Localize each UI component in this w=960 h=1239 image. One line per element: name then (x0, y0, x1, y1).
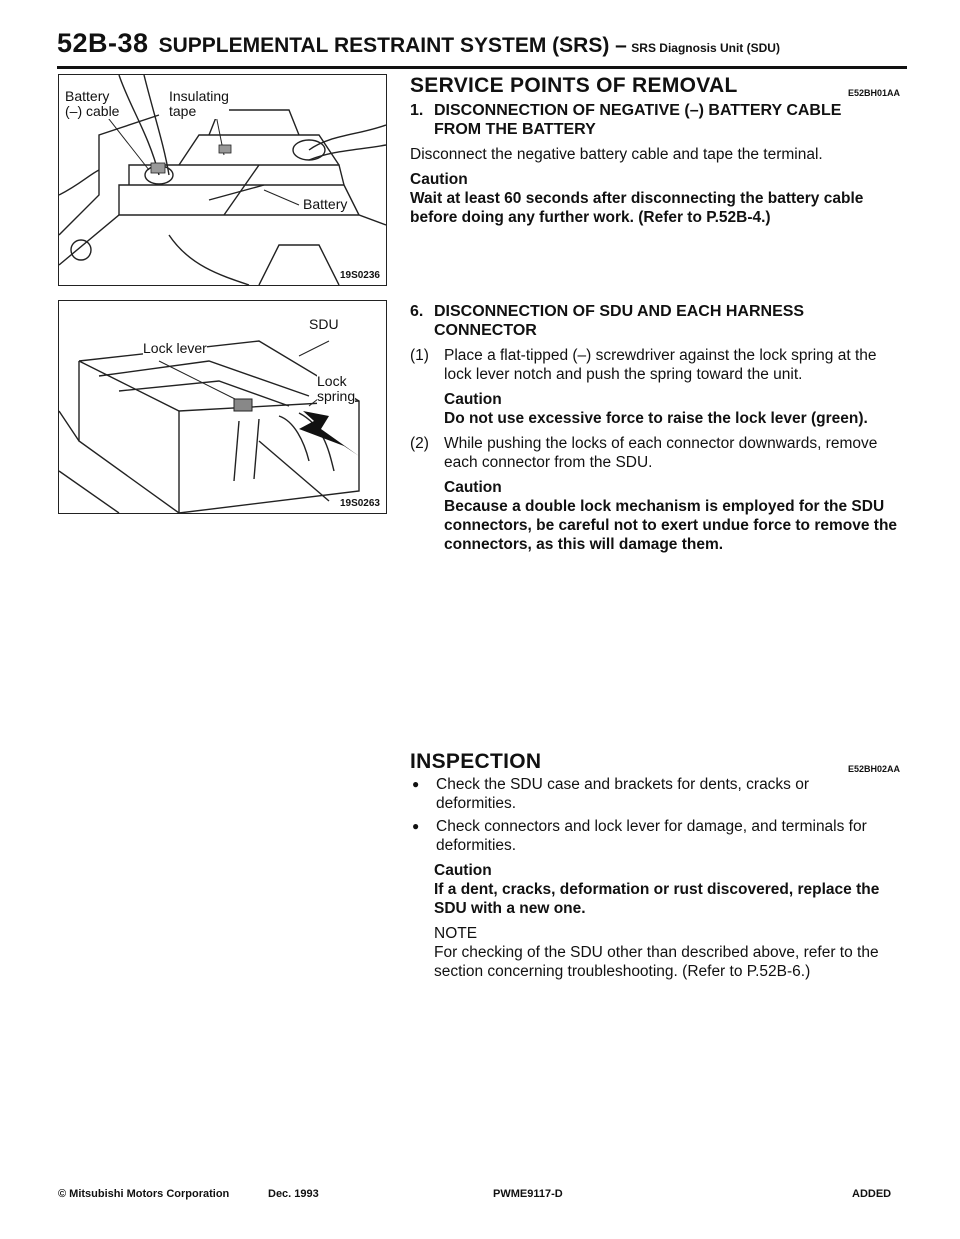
item-1-caution: Do not use excessive force to raise the lock lever (green). (444, 410, 868, 427)
step-6-item-2 (410, 434, 900, 472)
figure-code: 19S0236 (339, 270, 380, 281)
label-sdu: SDU (309, 316, 339, 332)
item-1-number: (1) (410, 347, 429, 364)
item-1-text: Place a flat-tipped (–) screwdriver against the lock spring at the lock lever notch and push the spring toward the unit. (444, 347, 877, 383)
removal-code: E52BH01AA (847, 88, 900, 98)
label-lock-spring: Lock spring (317, 373, 356, 404)
inspection-caution: If a dent, cracks, deformation or rust discovered, replace the SDU with a new one. (434, 881, 880, 917)
figure-battery (58, 74, 387, 286)
bullet-text: Check the SDU case and brackets for dents, cracks or deformities. (436, 776, 810, 812)
note-text: For checking of the SDU other than described above, refer to the section concerning troubleshooting. (Refer to P.52B-6.) (434, 944, 879, 980)
step-6-heading (410, 302, 900, 340)
step-1-number: 1. (410, 102, 424, 119)
footer-doc-code: PWME9117-D (493, 1188, 563, 1200)
step-1-heading (410, 101, 848, 139)
footer-copyright: © Mitsubishi Motors Corporation (58, 1188, 230, 1200)
step-6-section (410, 302, 900, 554)
system-title: SUPPLEMENTAL RESTRAINT SYSTEM (SRS) – (158, 34, 627, 57)
caution-label: Caution (434, 862, 492, 879)
inspection-section (410, 752, 900, 981)
caution-label: Caution (444, 391, 502, 408)
page-header (57, 28, 907, 68)
sdu-illustration (59, 301, 386, 513)
label-insulating-tape: Insulating tape (169, 88, 229, 119)
step-6-number: 6. (410, 303, 424, 320)
bullet-item (410, 817, 900, 855)
page-code: 52B-38 (57, 28, 149, 58)
figure-code: 19S0263 (339, 498, 380, 509)
caution-label: Caution (410, 171, 468, 188)
section-title (410, 74, 900, 98)
bullet-icon: ● (412, 819, 420, 833)
step-6-title: DISCONNECTION OF SDU AND EACH HARNESS CONNECTOR (434, 303, 805, 339)
caution-label: Caution (444, 479, 502, 496)
item-2-number: (2) (410, 435, 429, 452)
step-6-item-1 (410, 346, 900, 384)
removal-section (410, 76, 900, 227)
label-lock-lever: Lock lever (143, 340, 207, 356)
removal-title: SERVICE POINTS OF REMOVAL (410, 74, 738, 97)
bullet-item (410, 775, 848, 813)
bullet-icon: ● (412, 777, 420, 791)
label-battery: Battery (303, 196, 348, 212)
figure-sdu (58, 300, 387, 514)
bullet-text: Check connectors and lock lever for damage, and terminals for deformities. (436, 818, 867, 854)
label-battery-cable: Battery (–) cable (65, 88, 120, 119)
step-1-text: Disconnect the negative battery cable and tape the terminal. (410, 146, 823, 163)
footer-date: Dec. 1993 (268, 1188, 319, 1200)
note-label: NOTE (434, 925, 478, 942)
footer-status: ADDED (852, 1188, 892, 1200)
step-1-title: DISCONNECTION OF NEGATIVE (–) BATTERY CABLE FROM THE BATTERY (434, 102, 842, 138)
inspection-title: INSPECTION (410, 750, 542, 773)
inspection-code: E52BH02AA (847, 764, 900, 774)
system-subtitle: SRS Diagnosis Unit (SDU) (631, 41, 780, 55)
header-rule (57, 66, 907, 69)
step-1-caution: Wait at least 60 seconds after disconnecting the battery cable before doing any further work. (Refer to P.52B-4.) (410, 190, 864, 226)
push-arrow-icon (299, 411, 359, 456)
section-title (410, 750, 900, 774)
item-2-caution: Because a double lock mechanism is employed for the SDU connectors, be careful not to exert undue force to remove the connectors, as this will damage them. (444, 498, 898, 553)
item-2-text: While pushing the locks of each connector downwards, remove each connector from the SDU. (444, 435, 878, 471)
